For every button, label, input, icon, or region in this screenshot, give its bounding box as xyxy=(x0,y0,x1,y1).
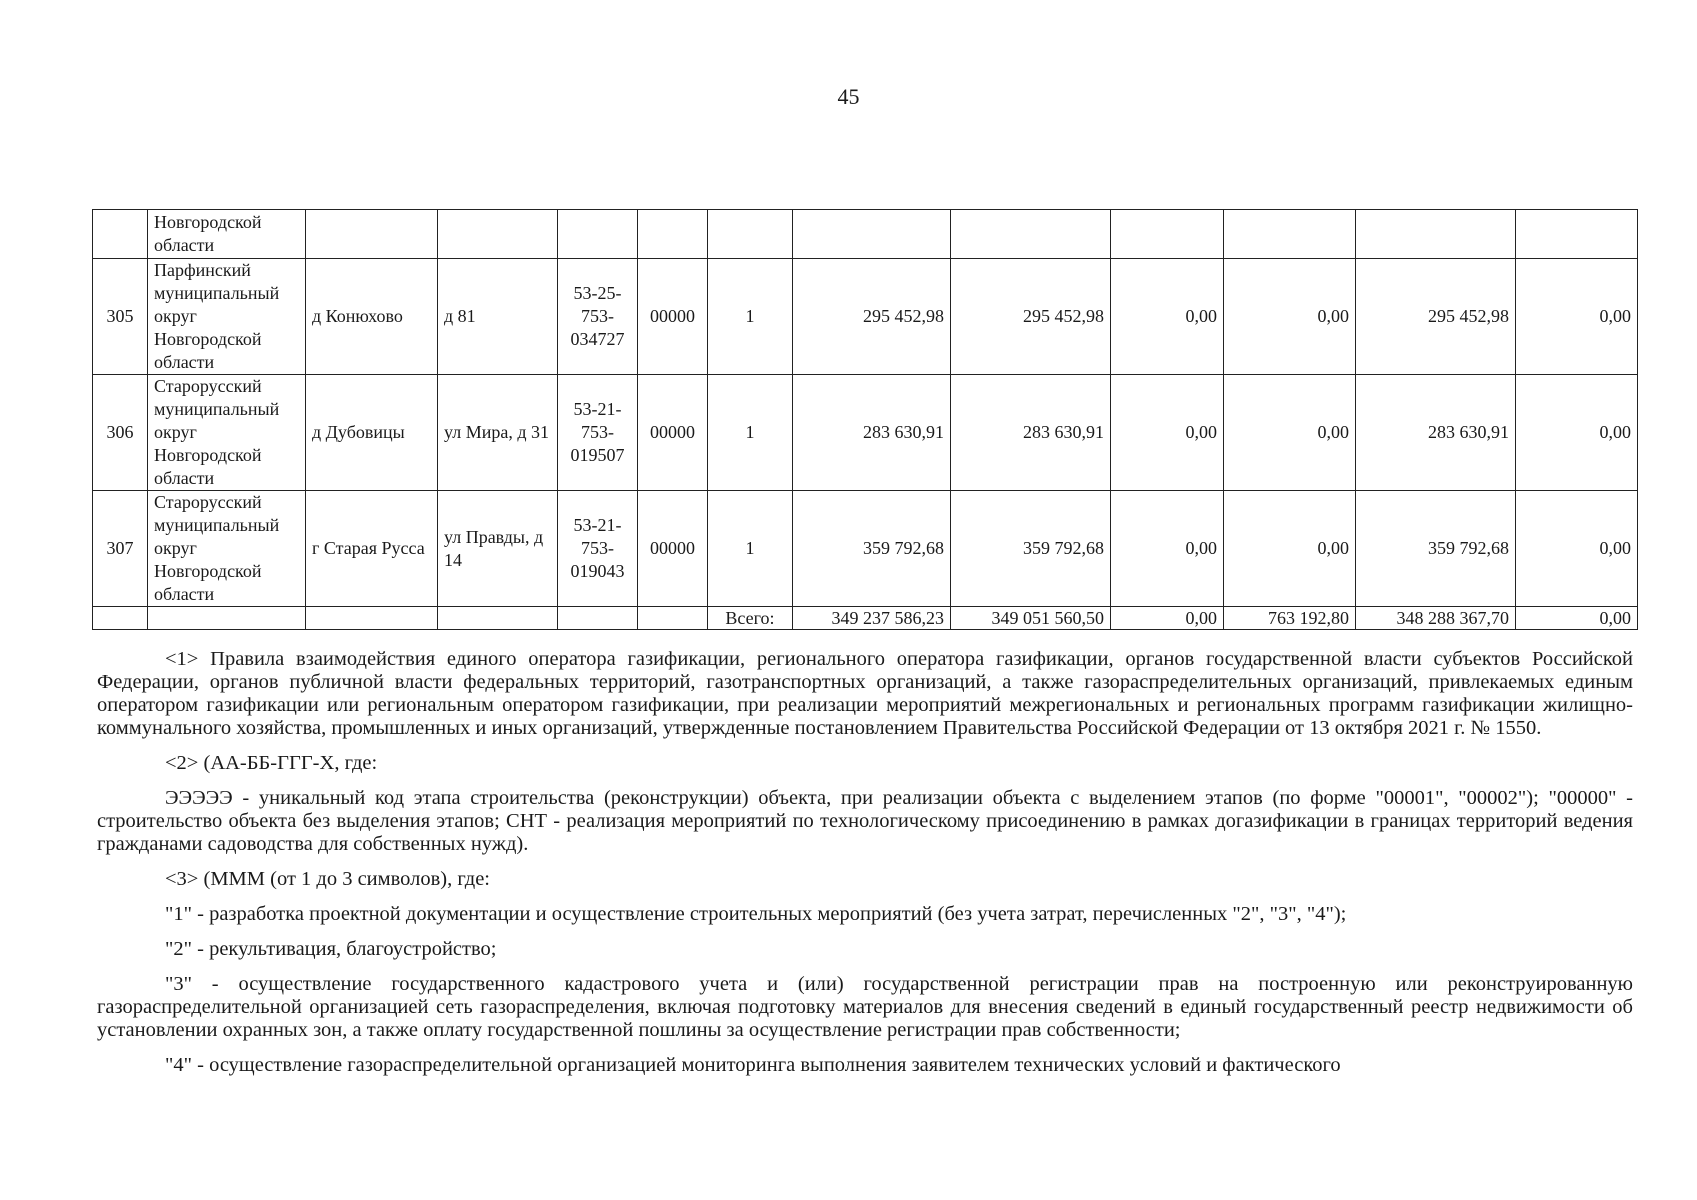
cell-code: 53-21-753-019043 xyxy=(558,491,638,607)
cell-value-6: 0,00 xyxy=(1516,259,1638,375)
cell-value-4: 0,00 xyxy=(1224,491,1356,607)
cell-value-4: 0,00 xyxy=(1224,259,1356,375)
footnote-3-item-3: "3" - осуществление государственного кадастрового учета и (или) государственной регистрации прав на построенную или реконструированную газораспределительной организацией сеть газораспределения, включая подготовку материалов для внесения сведений в единый государственный реестр недвижимости об установлении охранных зон, а также оплату государственной пошлины за осуществление регистрации прав собственности; xyxy=(97,973,1633,1041)
cell-value-6: 0,00 xyxy=(1516,491,1638,607)
cell-value-1: 359 792,68 xyxy=(793,491,951,607)
footnote-3: <3> (МММ (от 1 до 3 символов), где: xyxy=(165,868,490,890)
cell-code: 53-21-753-019507 xyxy=(558,375,638,491)
cell-value-3: 0,00 xyxy=(1111,491,1224,607)
cell-value-6: 0,00 xyxy=(1516,375,1638,491)
total-value-3: 0,00 xyxy=(1111,607,1224,630)
cell-address: д 81 xyxy=(438,259,558,375)
page-number: 45 xyxy=(837,84,860,109)
cell-type: 1 xyxy=(708,491,793,607)
total-label: Всего: xyxy=(708,607,793,630)
total-value-1: 349 237 586,23 xyxy=(793,607,951,630)
cell-value-2: 295 452,98 xyxy=(951,259,1111,375)
footnote-3-item-1: "1" - разработка проектной документации и осуществление строительных мероприятий (без учета затрат, перечисленных "2", "3", "4"); xyxy=(165,903,1347,925)
cell-type: 1 xyxy=(708,375,793,491)
cell-value-1: 283 630,91 xyxy=(793,375,951,491)
table-row xyxy=(93,259,1638,375)
cell-value-4: 0,00 xyxy=(1224,375,1356,491)
footnote-3-item-2: "2" - рекультивация, благоустройство; xyxy=(165,938,497,960)
total-value-5: 348 288 367,70 xyxy=(1356,607,1516,630)
cell-value-2: 283 630,91 xyxy=(951,375,1111,491)
cell-municipality: Новгородской области xyxy=(148,210,306,259)
cell-value-5: 359 792,68 xyxy=(1356,491,1516,607)
cell-municipality: Старорусский муниципальный округ Новгородской области xyxy=(148,375,306,491)
cell-value-3: 0,00 xyxy=(1111,375,1224,491)
cell-num: 306 xyxy=(93,375,148,491)
footnote-2: <2> (АА-ББ-ГГГ-Х, где: xyxy=(165,752,378,774)
cell-settlement: г Старая Русса xyxy=(306,491,438,607)
table-row xyxy=(93,375,1638,491)
cell-value-2: 359 792,68 xyxy=(951,491,1111,607)
table-row xyxy=(93,210,1638,259)
footnote-1: <1> Правила взаимодействия единого оператора газификации, регионального оператора газификации, органов государственной власти субъектов Российской Федерации, органов публичной власти федеральных территорий, газотранспортных организаций, а также газораспределительных организаций, привлекаемых единым оператором газификации или региональным оператором газификации, при реализации мероприятий межрегиональных и региональных программ газификации жилищно-коммунального хозяйства, промышленных и иных организаций, утвержденные постановлением Правительства Российской Федерации от 13 октября 2021 г. № 1550. xyxy=(97,648,1633,739)
cell-value-5: 283 630,91 xyxy=(1356,375,1516,491)
gasification-table xyxy=(92,209,1638,630)
cell-stage: 00000 xyxy=(638,259,708,375)
cell-address: ул Правды, д 14 xyxy=(438,491,558,607)
total-row xyxy=(93,607,1638,630)
cell-code: 53-25-753-034727 xyxy=(558,259,638,375)
cell-value-5: 295 452,98 xyxy=(1356,259,1516,375)
table-row xyxy=(93,491,1638,607)
cell-type: 1 xyxy=(708,259,793,375)
cell-num: 307 xyxy=(93,491,148,607)
footnotes xyxy=(97,648,1633,1089)
cell-value-1: 295 452,98 xyxy=(793,259,951,375)
cell-municipality: Старорусский муниципальный округ Новгородской области xyxy=(148,491,306,607)
footnote-3-item-4: "4" - осуществление газораспределительной организацией мониторинга выполнения заявителем технических условий и фактического xyxy=(165,1054,1341,1076)
cell-settlement: д Дубовицы xyxy=(306,375,438,491)
cell-num: 305 xyxy=(93,259,148,375)
cell-stage: 00000 xyxy=(638,375,708,491)
cell-municipality: Парфинский муниципальный округ Новгородской области xyxy=(148,259,306,375)
cell-value-3: 0,00 xyxy=(1111,259,1224,375)
footnote-2-detail: ЭЭЭЭЭ - уникальный код этапа строительства (реконструкции) объекта, при реализации объекта с выделением этапов (по форме "00001", "00002"); "00000" - строительство объекта без выделения этапов; СНТ - реализация мероприятий по технологическому присоединению в рамках догазификации в границах территорий ведения гражданами садоводства для собственных нужд). xyxy=(97,787,1633,855)
total-value-2: 349 051 560,50 xyxy=(951,607,1111,630)
cell-address: ул Мира, д 31 xyxy=(438,375,558,491)
cell-settlement: д Конюхово xyxy=(306,259,438,375)
cell-stage: 00000 xyxy=(638,491,708,607)
cell-num xyxy=(93,210,148,259)
total-value-4: 763 192,80 xyxy=(1224,607,1356,630)
total-value-6: 0,00 xyxy=(1516,607,1638,630)
